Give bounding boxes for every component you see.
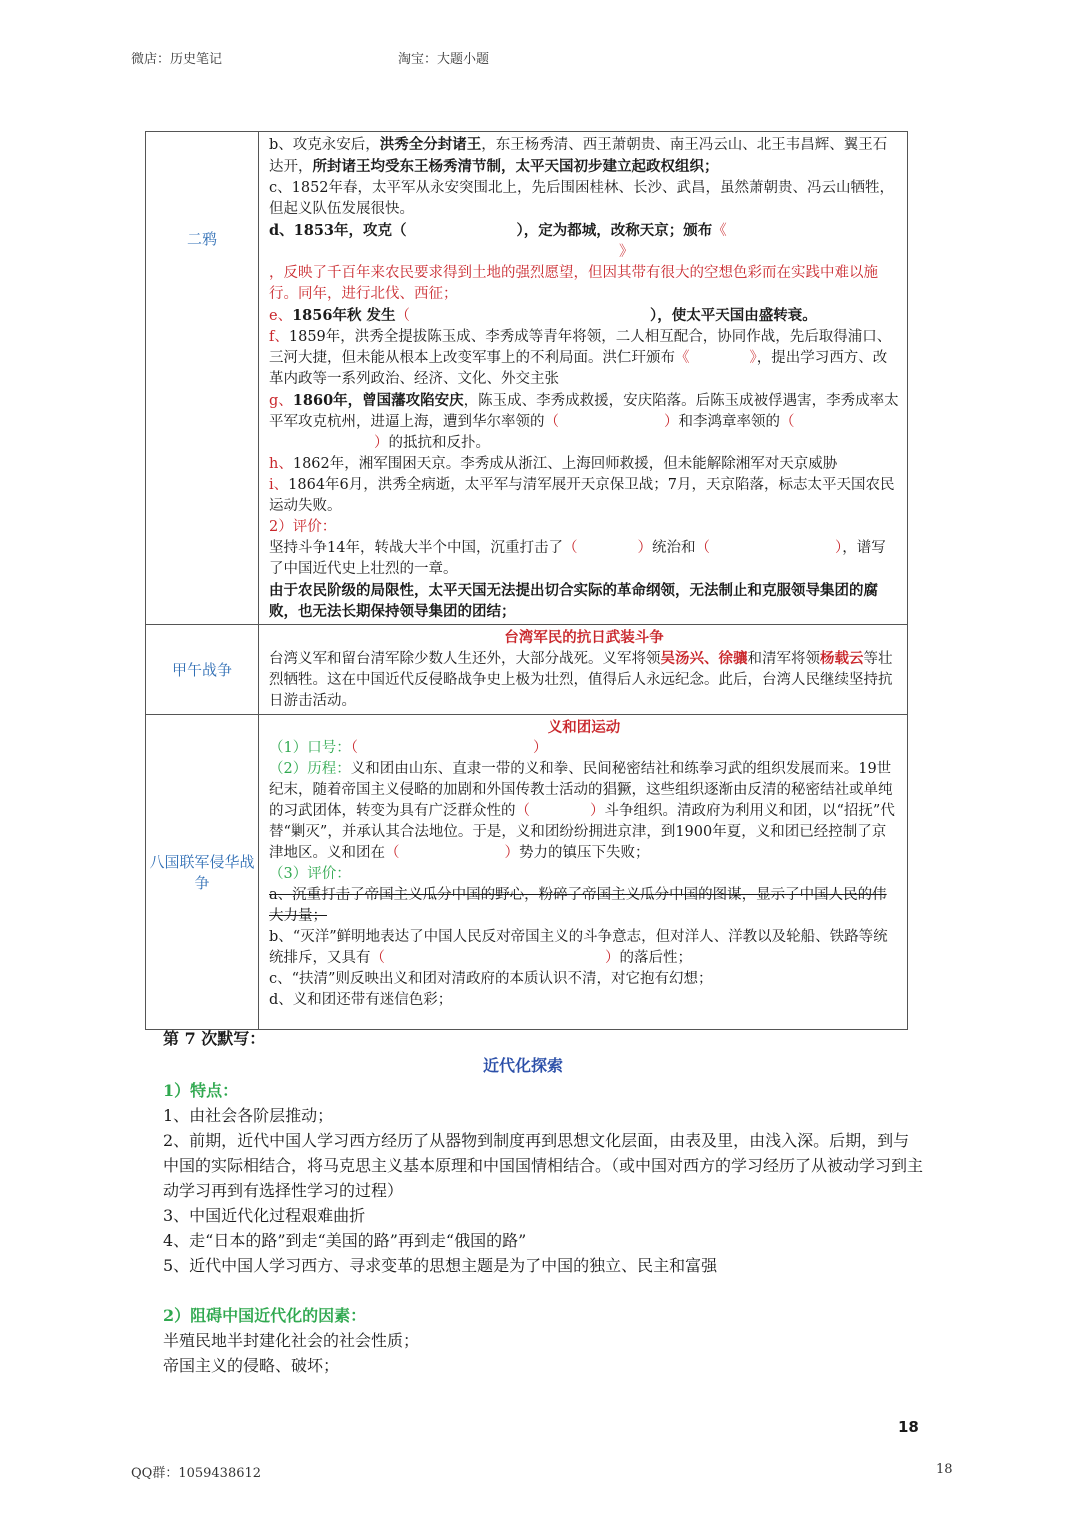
dictation-heading: 第 7 次默写： — [163, 1029, 266, 1048]
row-content: 台湾军民的抗日武装斗争 台湾义军和留台清军除少数人生还外，大部分战死。义军将领吴汤兴、徐骧和清军将领杨载云等壮烈牺牲。这在中国近代反侵略战争史上极为壮烈，值得后人永远纪念。此后，台湾人民继续坚持抗日游击活动。 — [259, 625, 908, 715]
section-title: 近代化探索 — [482, 1056, 563, 1075]
subheading-obstacles: 2）阻碍中国近代化的因素： — [163, 1306, 367, 1325]
lower-section — [163, 1026, 923, 1378]
row-label: 甲午战争 — [146, 625, 259, 715]
list-item: 4、走“日本的路”到走“美国的路”再到走“俄国的路” — [163, 1231, 527, 1250]
header-shop-center: 淘宝：大题小题 — [398, 52, 490, 67]
row-content: b、攻克永安后，洪秀全分封诸王，东王杨秀清、西王萧朝贵、南王冯云山、北王韦昌辉、翼王石达开，所封诸王均受东王杨秀清节制，太平天国初步建立起政权组织； c、1852年春，太平军从永安突围北上，先后围困桂林、长沙、武昌，虽然萧朝贵、冯云山牺牲，但起义队伍发展很快。 d、1853年，攻克（ ），定为都城，改称天京；颁布《》 ，反映了千百年来农民要求得到土地的强烈愿望，但因其带有很大的空想色彩而在实践中难以施行。同年，进行北伐、西征； e、1856年秋 发生（ ），使太平天国由盛转衰。 f、1859年，洪秀全提拔陈玉成、李秀成等青年将领，二人相互配合，协同作战，先后取得浦口、三河大捷，但未能从根本上改变军事上的不利局面。洪仁玕颁布《 》，提出学习西方、改革内政等一系列政治、经济、文化、外交主张 g、1860年，曾国藩攻陷安庆，陈玉成、李秀成救援，安庆陷落。后陈玉成被俘遇害，李秀成率太平军攻克杭州，进逼上海，遭到华尔率领的（ ）和李鸿章率领的（）的抵抗和反扑。 h、1862年，湘军围困天京。李秀成从浙江、上海回师救援，但未能解除湘军对天京威胁 i、1864年6月，洪秀全病逝，太平军与清军展开天京保卫战；7月，天京陷落，标志太平天国农民运动失败。 2）评价： 坚持斗争14年，转战大半个中国，沉重打击了（ ）统治和（ ），谱写了中国近代史上壮烈的一章。 由于农民阶级的局限性，太平天国无法提出切合实际的革命纲领，无法制止和克服领导集团的腐败，也无法长期保持领导集团的团结； — [259, 132, 908, 625]
list-item: 3、中国近代化过程艰难曲折 — [163, 1206, 366, 1225]
row-content: 义和团运动 （1）口号：（ ） （2）历程：义和团由山东、直隶一带的义和拳、民间秘密结社和练拳习武的组织发展而来。19世纪末，随着帝国主义侵略的加剧和外国传教士活动的猖獗，这些组织逐渐由反清的秘密结社或单纯的习武团体，转变为具有广泛群众性的（ ）斗争组织。清政府为利用义和团，以“招抚”代替“剿灭”，并承认其合法地位。于是，义和团纷纷拥进京津，到1900年夏，义和团已经控制了京津地区。义和团在（ ）势力的镇压下失败； （3）评价： a、沉重打击了帝国主义瓜分中国的野心，粉碎了帝国主义瓜分中国的图谋，显示了中国人民的伟大力量； b、“灭洋”鲜明地表达了中国人民反对帝国主义的斗争意志，但对洋人、洋教以及轮船、铁路等统统排斥，又具有（ ）的落后性； c、“扶清”则反映出义和团对清政府的本质认识不清，对它抱有幻想； d、义和团还带有迷信色彩； — [259, 715, 908, 1030]
header-shop-left: 微店：历史笔记 — [131, 52, 223, 67]
table-row — [146, 715, 908, 1030]
row-label: 八国联军侵华战争 — [146, 715, 259, 1030]
table-row — [146, 625, 908, 715]
footer-qq-group: QQ群：1059438612 — [131, 1466, 262, 1481]
list-item: 半殖民地半封建化社会的社会性质； — [163, 1331, 420, 1350]
list-item: 1、由社会各阶层推动； — [163, 1106, 334, 1125]
table-row — [146, 132, 908, 625]
subheading-features: 1）特点： — [163, 1081, 239, 1100]
history-notes-table — [145, 131, 908, 1030]
list-item: 2、前期，近代中国人学习西方经历了从器物到制度再到思想文化层面，由表及里，由浅入深。后期，到与中国的实际相结合，将马克思主义基本原理和中国国情相结合。（或中国对西方的学习经历了从被动学习到主动学习再到有选择性学习的过程） — [163, 1131, 924, 1200]
list-item: 帝国主义的侵略、破坏； — [163, 1356, 340, 1375]
page-number: 18 — [898, 1418, 919, 1436]
list-item: 5、近代中国人学习西方、寻求变革的思想主题是为了中国的独立、民主和富强 — [163, 1256, 718, 1275]
row-label: 二鸦 — [186, 229, 217, 248]
footer-page-number: 18 — [936, 1462, 953, 1477]
